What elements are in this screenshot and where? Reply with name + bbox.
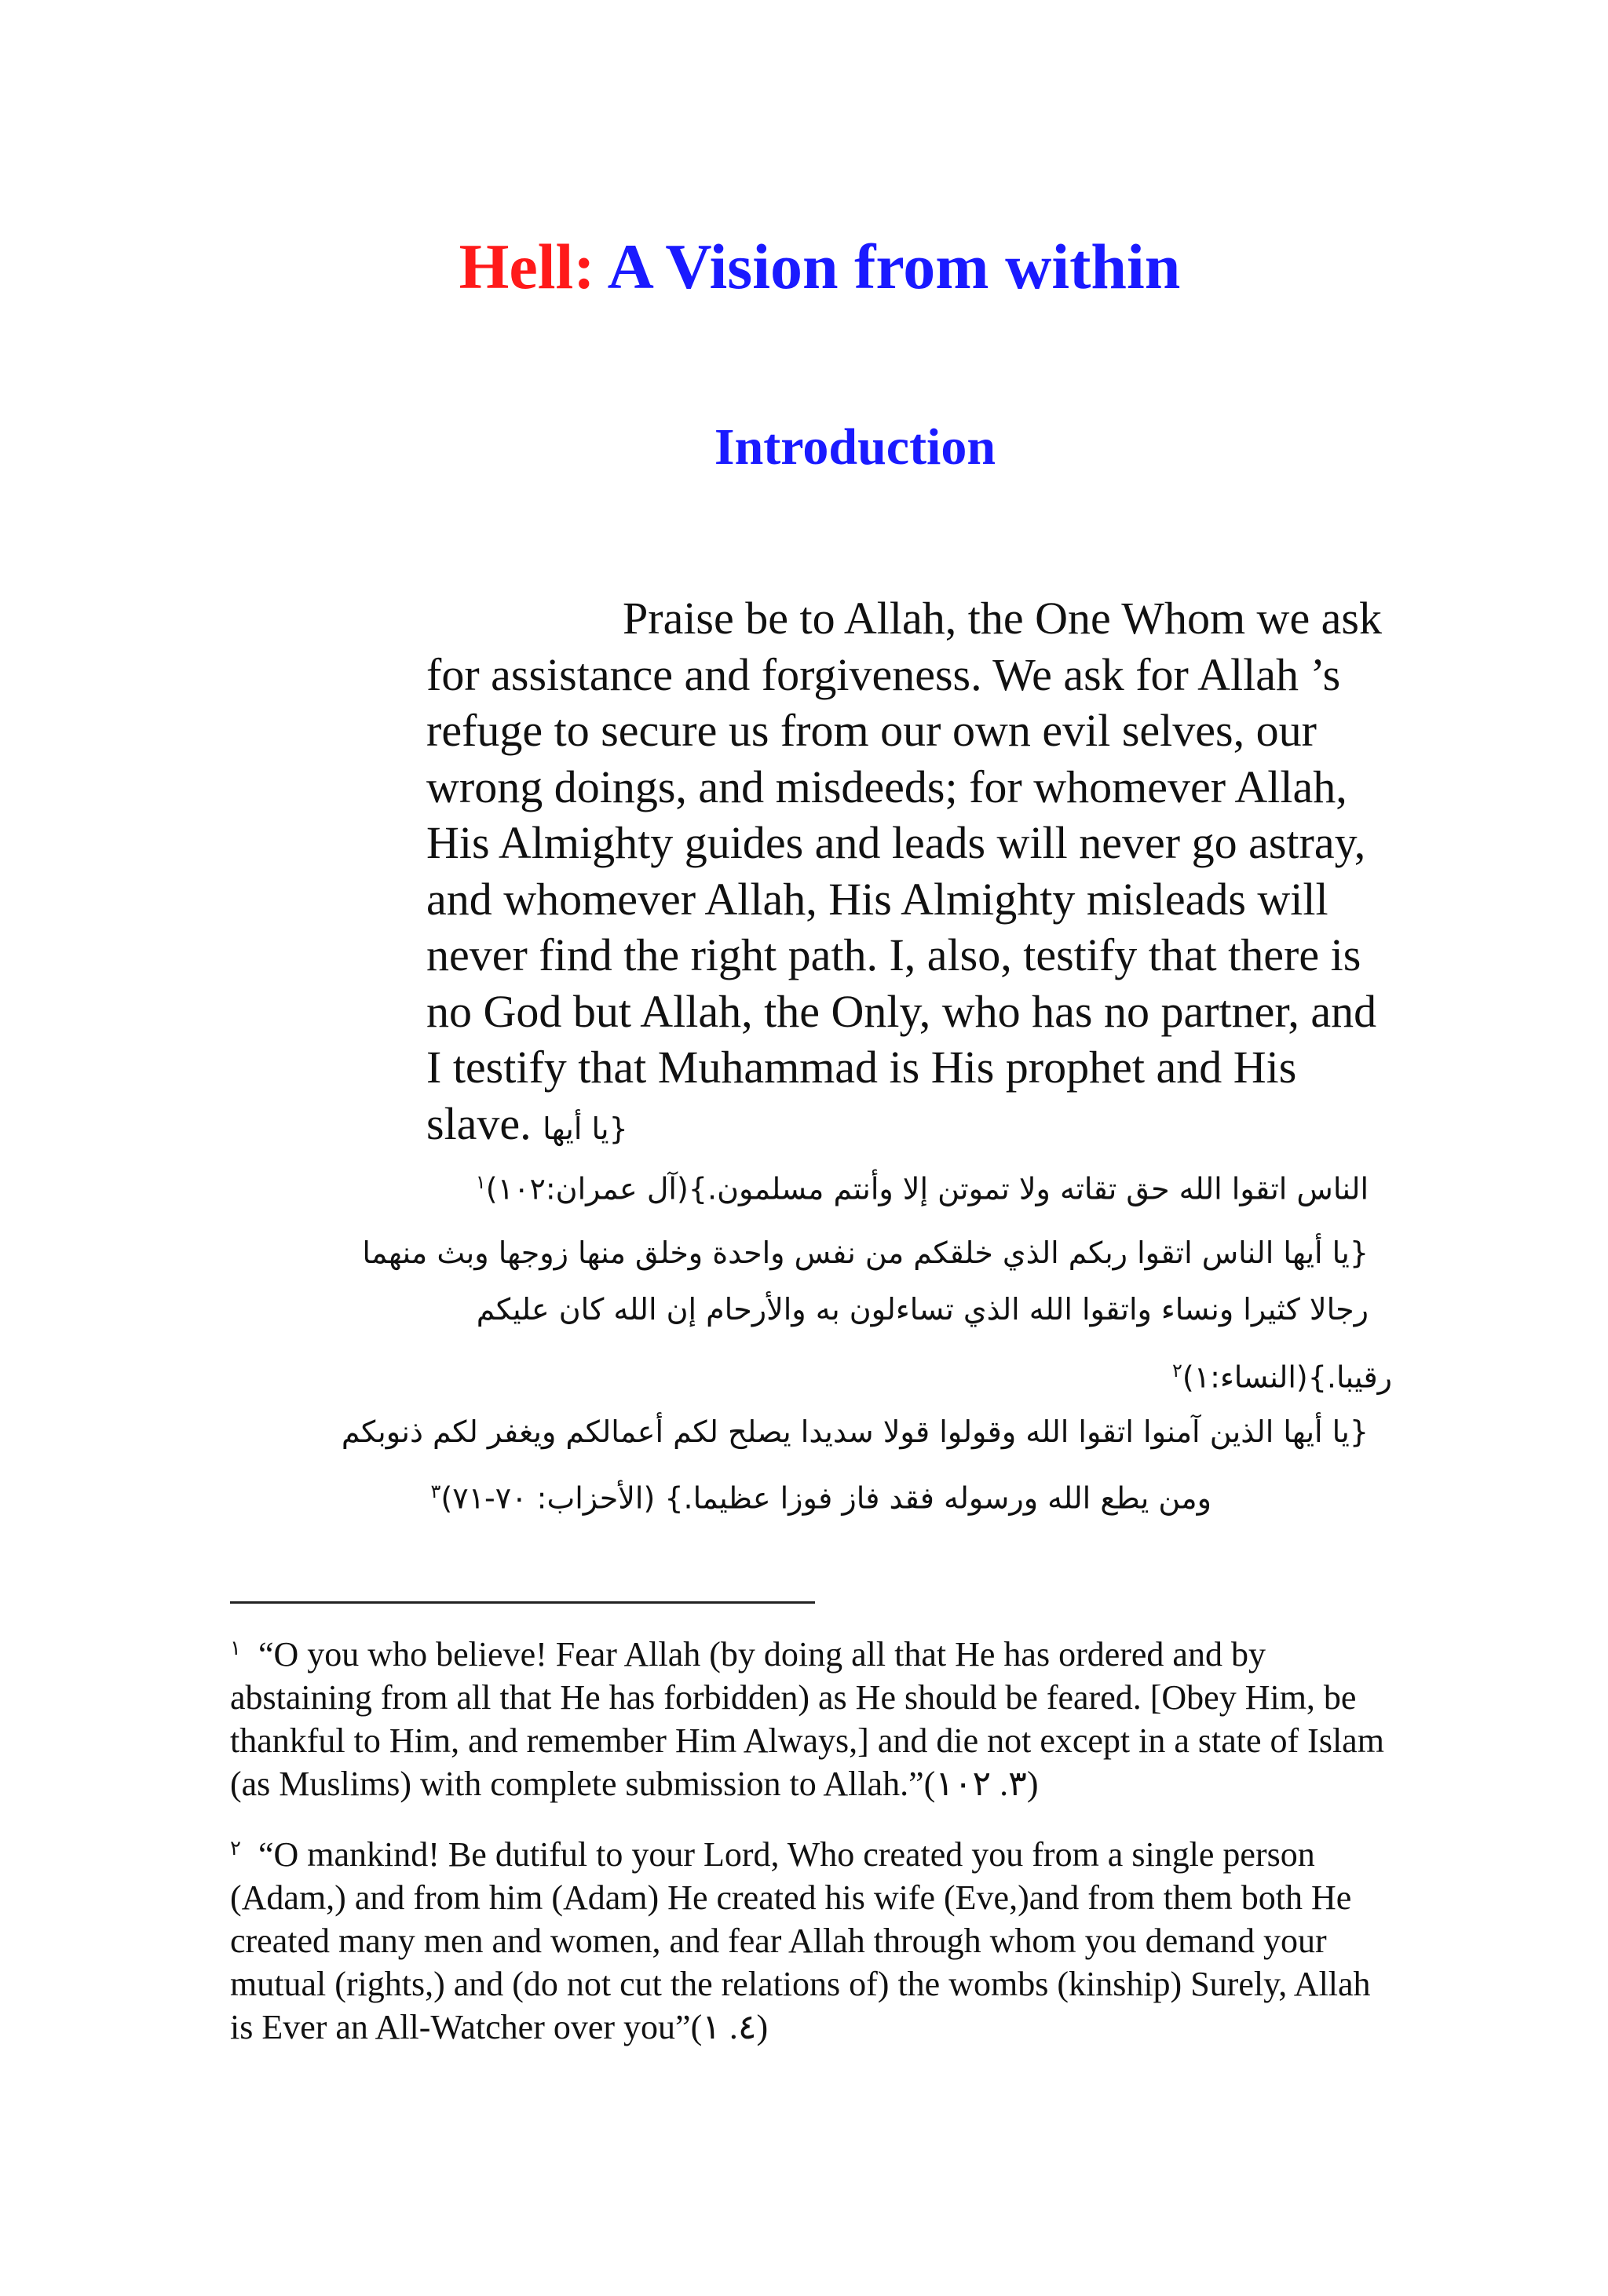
footnote-ref-1[interactable]: ١ bbox=[475, 1171, 486, 1193]
arabic-verse-line-5: {يا أيها الذين آمنوا اتقوا الله وقولوا قولا سديدا يصلح لكم أعمالكم ويغفر لكم ذنوبكم bbox=[341, 1414, 1369, 1449]
arabic-verse-line-6-text: ومن يطع الله ورسوله فقد فاز فوزا عظيما.} (الأحزاب: ٧٠-٧١) bbox=[440, 1480, 1211, 1516]
title-part-vision: A Vision from within bbox=[594, 231, 1181, 302]
arabic-verse-line-6 bbox=[426, 1469, 1211, 1520]
intro-paragraph bbox=[426, 590, 1392, 1157]
arabic-verse-line-1 bbox=[426, 1160, 1369, 1211]
footnote-2 bbox=[230, 1833, 1384, 2049]
intro-paragraph-arabic-tail: {يا أيها bbox=[543, 1111, 628, 1146]
section-heading: Introduction bbox=[714, 418, 996, 476]
footnote-2-text: “O mankind! Be dutiful to your Lord, Who created you from a single person (Adam,) and from him (Adam) He created his wife (Eve,)and from them both He created many men and women, and fear Allah through whom you demand your mutual (rights,) and (do not cut the relations of) the wombs (kinship) Surely, Allah is Ever an All-Watcher over you”(٤. ١) bbox=[230, 1835, 1371, 2046]
arabic-verse-line-1-text: الناس اتقوا الله حق تقاته ولا تموتن إلا وأنتم مسلمون.}(آل عمران:١٠٢) bbox=[485, 1171, 1369, 1206]
footnote-ref-2[interactable]: ٢ bbox=[1172, 1360, 1182, 1382]
footnote-ref-3[interactable]: ٣ bbox=[430, 1480, 441, 1502]
footnote-1-text: “O you who believe! Fear Allah (by doing all that He has ordered and by abstaining from all that He has forbidden) as He should be feared. [Obey Him, be thankful to Him, and remember Him Always,] and die not except in a state of Islam (as Muslims) with complete submission to Allah.”(٣. ١٠٢) bbox=[230, 1635, 1384, 1803]
arabic-verse-line-2: {يا أيها الناس اتقوا ربكم الذي خلقكم من نفس واحدة وخلق منها زوجها وبث منهما bbox=[362, 1236, 1369, 1270]
intro-paragraph-text: Praise be to Allah, the One Whom we ask for assistance and forgiveness. We ask for Allah ’s refuge to secure us from our own evil selves, our wrong doings, and misdeeds; for whomever Allah, His Almighty guides and leads will never go astray, and whomever Allah, His Almighty misleads will never find the right path. I, also, testify that there is no God but Allah, the Only, who has no partner, and I testify that Muhammad is His prophet and His slave. bbox=[426, 593, 1382, 1149]
title-part-hell: Hell: bbox=[459, 231, 595, 302]
footnote-2-number: ٢ bbox=[230, 1837, 241, 1860]
footnote-1-number: ١ bbox=[230, 1637, 241, 1660]
arabic-verse-line-4 bbox=[426, 1349, 1392, 1400]
document-title bbox=[0, 228, 1608, 306]
arabic-verse-line-3: رجالا كثيرا ونساء واتقوا الله الذي تساءلون به والأرحام إن الله كان عليكم bbox=[476, 1292, 1369, 1327]
arabic-verse-line-4-text: رقيبا.}(النساء:١) bbox=[1182, 1360, 1392, 1395]
footnote-separator bbox=[230, 1601, 815, 1604]
footnote-1 bbox=[230, 1633, 1384, 1805]
